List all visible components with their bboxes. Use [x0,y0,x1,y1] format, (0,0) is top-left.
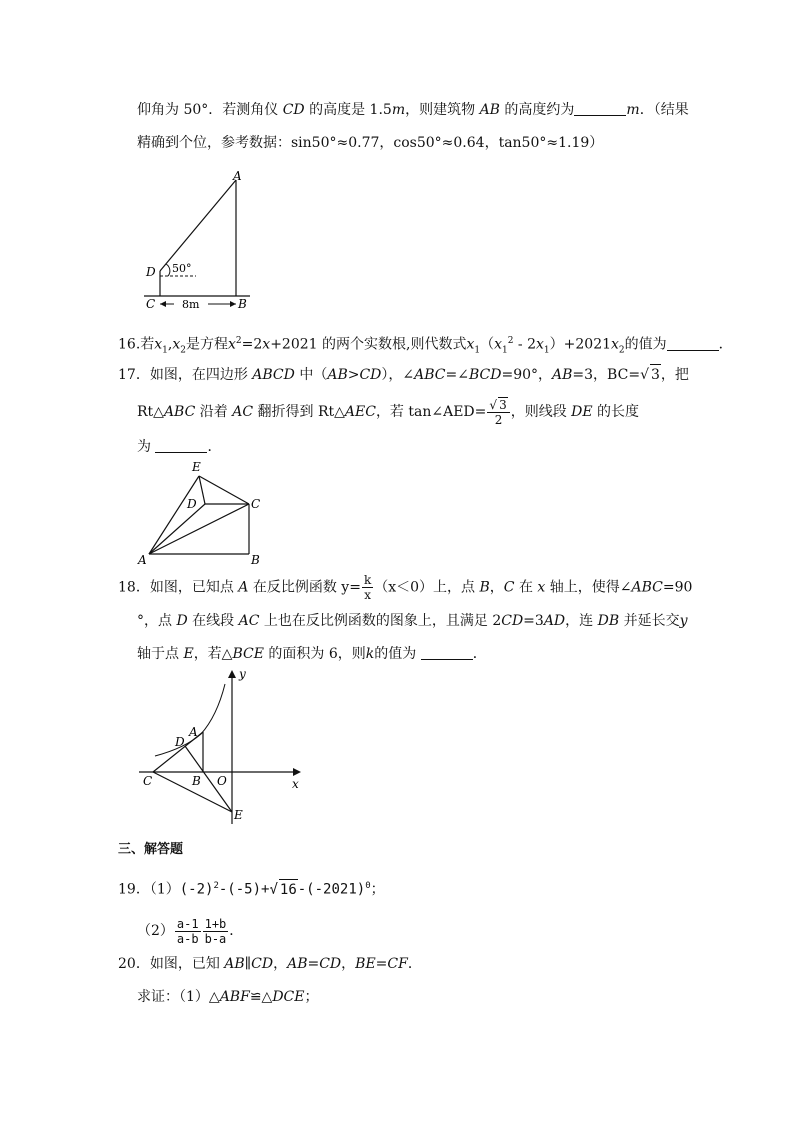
text: 1+b [204,916,227,931]
text: BCE [232,646,264,662]
text: B [479,579,490,596]
text: 的值为 [374,646,421,662]
text: CD [359,367,382,383]
text: Rt△ [137,404,164,420]
label-B: B [251,553,260,566]
text: =90°， [501,367,553,383]
text: 求证：（1）△ [137,989,220,1005]
text: AB [224,956,245,972]
q20-line-1 [118,954,422,974]
label-distance: 8m [182,298,200,311]
text: ， [489,579,504,596]
text: =∠ [445,367,469,383]
text: m [391,102,406,118]
text: ∥ [244,956,252,972]
text: D [176,613,188,629]
text: 0 [365,881,371,891]
text: C [503,579,515,596]
q17-line-1: 17．如图，在四边形 ABCD 中（AB>CD），∠ABC=∠BCD=90°，AB=3，BC=√ 3，把 [118,364,689,385]
line-AD [160,180,236,271]
q18-line-1 [118,573,692,602]
text: BCD [468,367,502,383]
label-C: C [143,774,153,788]
text: 19．（1） [118,881,180,898]
text: ． [407,956,422,972]
q17-figure [135,456,270,566]
answer-blank [667,336,719,351]
text: 16 [279,879,298,900]
text: +2021 [563,336,612,353]
text: k [365,646,375,662]
q15-line-1 [137,100,689,120]
text: 的高度约为 [499,102,575,118]
text: 16.若 [118,336,155,353]
text: ABC [631,579,663,596]
text: = [307,956,320,972]
label-C: C [251,497,261,511]
text: 3 [499,398,507,412]
text: 中（ [294,367,328,383]
q15-line-2: 精确到个位，参考数据：sin50°≈0.77，cos50°≈0.64，tan50°≈1.19） [137,135,604,151]
label-A: A [138,553,147,566]
label-B: B [192,774,201,788]
text: 20．如图，已知 [118,956,225,972]
text: =2 [241,336,263,353]
arrow-left [160,301,166,307]
label-D: D [187,497,197,511]
text: 17．如图，在四边形 [118,367,253,383]
x-axis-arrow [293,768,301,776]
text: DE [571,404,593,420]
text: 并延长交 [619,613,680,629]
line-AE [149,476,199,554]
text: y [679,613,688,629]
label-A: A [189,725,198,739]
text: ； [304,989,319,1005]
text: 上也在反比例函数的图象上，且满足 2 [259,613,502,629]
text: AC [232,404,254,420]
text: ， [273,956,288,972]
text: ． [229,923,244,939]
text: ABCD [252,367,295,383]
text: 仰角为 50°．若测角仪 [137,102,283,118]
text: ，则线段 [510,404,572,420]
text: m [626,102,640,118]
text: AB [552,367,573,383]
fraction [362,573,373,602]
label-E: E [192,460,201,474]
text: -(-2021) [297,881,366,898]
text: x [364,588,371,602]
fraction-2 [203,917,229,946]
text: 2 [494,413,503,427]
text: °，点 [137,613,177,629]
text: 的面积为 6，则 [263,646,366,662]
text: 的长度 [592,404,640,420]
text: = [375,956,388,972]
arrow-right [230,301,236,307]
q17-line-2 [137,397,639,427]
section-title: 三、解答题 [118,842,184,857]
line-AD [149,504,205,554]
text: A [238,579,249,596]
q18-line-3 [137,644,487,664]
text: ≌△ [249,989,273,1005]
q18-line-2 [137,611,688,631]
text: ； [370,881,385,898]
text: 在 [514,579,538,596]
text: AB [287,956,308,972]
text: 3 [650,364,661,385]
text: 沿着 [195,404,233,420]
text: 在线段 [187,613,239,629]
text: ． [718,336,733,353]
text: ABC [414,367,446,383]
text: 轴上，使得∠ [545,579,632,596]
answer-blank [155,438,207,453]
text: AB [327,367,348,383]
text: （x＜0）上，点 [374,579,480,596]
text: 2 [213,881,219,891]
text: AC [238,613,260,629]
line-ED [199,476,205,504]
label-C: C [146,297,156,311]
text: a-b [176,931,199,946]
text: +2021 的两个实数根,则代数式 [270,336,467,353]
text: BE [355,956,376,972]
text: 的高度是 1.5 [304,102,392,118]
text: ABC [163,404,196,420]
text: CD [282,102,305,118]
text: ABF [219,989,250,1005]
y-axis-arrow [228,670,236,678]
label-y: y [239,667,246,681]
text: ， [341,956,356,972]
q17-line-3 [137,437,221,457]
q15-figure [140,168,260,318]
label-angle: 50° [172,262,192,275]
q19-line-1: 19．$(1)(-2)^2-(-5)+√$ $16-(-2021)^0$； [118,876,385,900]
text: CD [251,956,274,972]
label-x: x [292,777,299,791]
label-B: B [238,297,247,311]
label-A: A [233,169,242,183]
text: =3 [523,613,544,629]
text: > [347,367,360,383]
text: 为 [137,439,156,455]
text: AD [543,613,566,629]
text: AB [479,102,500,118]
line-AC [149,504,249,554]
text: -(-5)+ [218,881,270,898]
text: 翻折得到 Rt△ [253,404,345,420]
text: ，则建筑物 [405,102,480,118]
text: 的值为 [624,336,667,353]
answer-blank [574,101,626,116]
text: ，若 tan∠AED= [375,404,487,420]
text: 轴于点 [137,646,184,662]
line-EC [199,476,249,504]
text: E [183,646,194,662]
text: AEC [344,404,376,420]
text: ，若△ [193,646,233,662]
hyperbola-curve [155,684,225,756]
text: ．（结果 [639,102,689,118]
angle-arc [166,264,170,276]
label-D: D [175,735,185,749]
q19-line-2 [137,916,243,946]
text: ，连 [565,613,598,629]
q18-figure [135,664,310,834]
answer-blank [421,645,473,660]
text: ． [207,439,222,455]
text: =3，BC= [572,367,641,383]
fraction: $\frac{√ 3}{2}$ [487,397,509,427]
text: ，把 [660,367,689,383]
text: ． [472,646,487,662]
text: DB [597,613,620,629]
q20-line-2 [137,987,318,1007]
text: CD [501,613,524,629]
text: （2） [137,923,174,939]
label-O: O [217,774,227,788]
q16-line: 16.若$x_1,x_2$是方程$x^2=2x+2021$ 的两个实数根,则代数式$x_1(x_1^2 - 2x_1)+2021x_2$的值为 ． [118,336,733,356]
text: b-a [204,931,227,946]
text: 18．如图，已知点 [118,579,239,596]
text: CD [319,956,342,972]
text: 是方程 [186,336,228,353]
text: =90 [662,579,693,596]
label-E: E [234,808,243,822]
text: k [363,573,372,587]
text: a-1 [176,916,199,931]
label-D: D [146,265,156,279]
text: (-2) [179,881,214,898]
text: x [537,579,546,596]
fraction-1 [175,917,201,946]
text: CF [387,956,408,972]
text: 在反比例函数 y= [248,579,361,596]
text: DCE [272,989,305,1005]
text: ），∠ [381,367,415,383]
